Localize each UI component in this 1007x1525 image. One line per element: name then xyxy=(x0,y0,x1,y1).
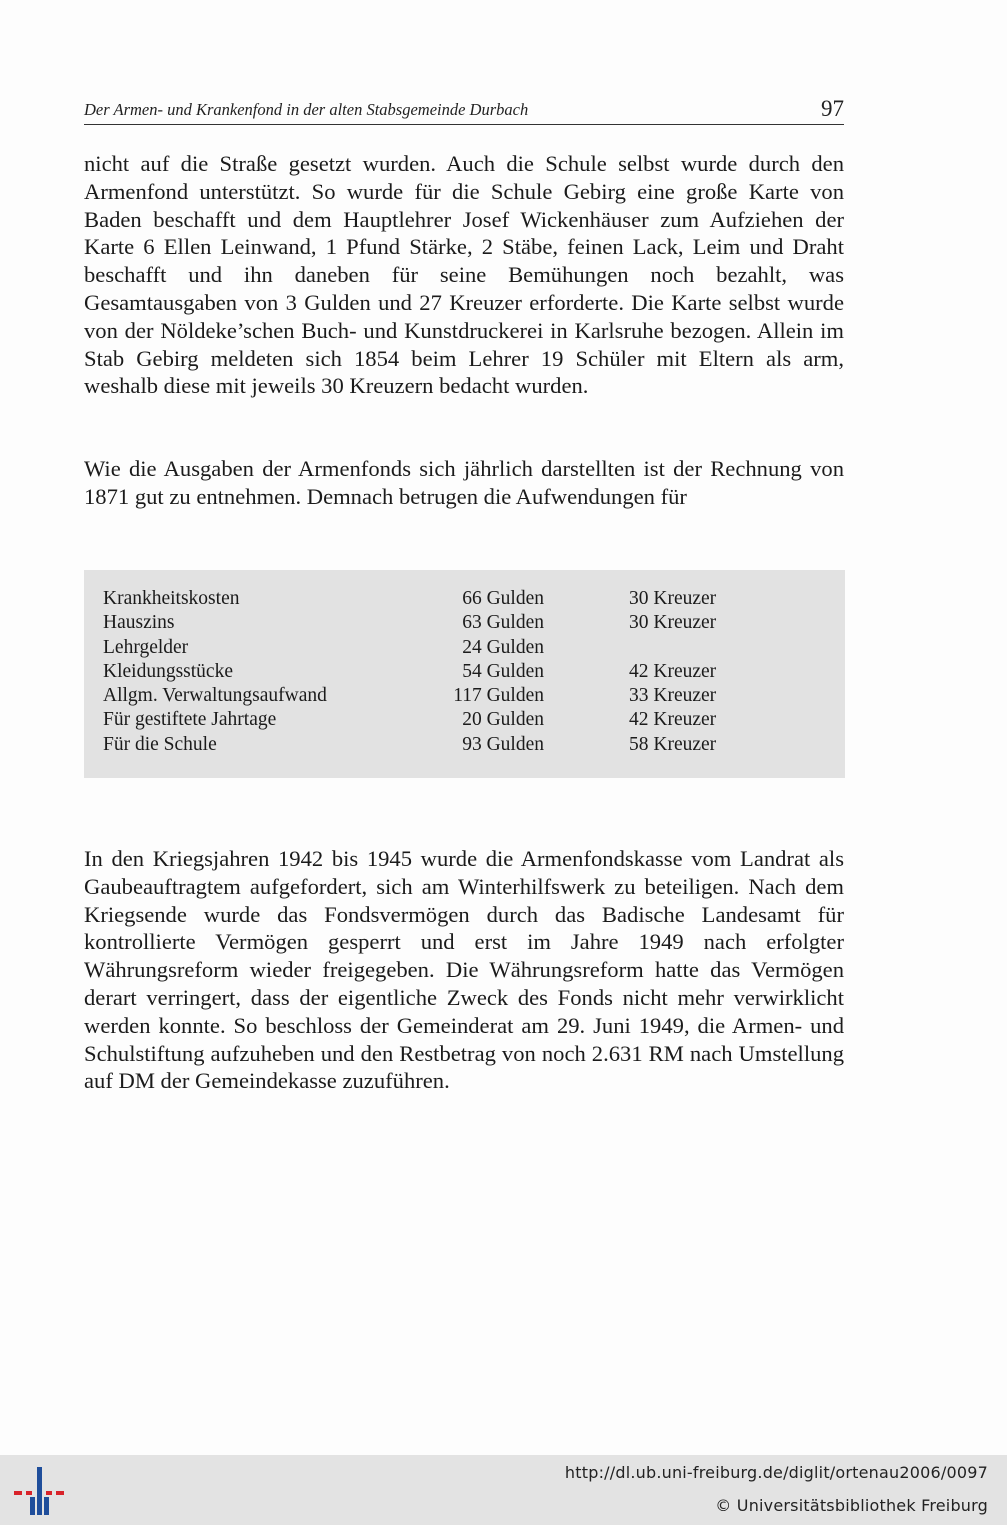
table-row xyxy=(103,733,724,757)
gulden-amount: 117 Gulden xyxy=(453,685,544,707)
body-paragraph: In den Kriegsjahren 1942 bis 1945 wurde die Armenfondskasse vom Landrat als Gaubeauftragtem aufgefordert, sich am Winterhilfswerk zu beteiligen. Nach dem Kriegsende wurde das Fondsvermögen durch das Badische Landesamt für kontrollierte Vermögen gesperrt und erst im Jahre 1949 nach erfolgter Währungsreform wieder freigegeben. Die Währungsreform hatte das Vermögen derart verringert, dass der eigentliche Zweck des Fonds nicht mehr verwirklicht werden konnte. So beschloss der Gemeinderat am 29. Juni 1949, die Armen- und Schulstiftung aufzuheben und den Restbetrag von noch 2.631 RM nach Umstellung auf DM der Gemeindekasse zuzuführen. xyxy=(84,846,844,1094)
kreuzer-amount: 42 Kreuzer xyxy=(629,660,717,682)
gulden-amount: 93 Gulden xyxy=(462,733,544,755)
table-row xyxy=(103,636,724,660)
gulden-amount: 63 Gulden xyxy=(462,612,544,634)
table-row xyxy=(103,587,724,611)
kreuzer-amount: 30 Kreuzer xyxy=(629,588,717,609)
copyright-notice: © Universitätsbibliothek Freiburg xyxy=(715,1496,988,1515)
expense-item: Allgm. Verwaltungsaufwand xyxy=(103,685,327,707)
kreuzer-amount: 58 Kreuzer xyxy=(629,733,717,755)
gulden-amount: 24 Gulden xyxy=(462,636,544,658)
table-row xyxy=(103,660,724,684)
library-logo-icon xyxy=(14,1465,64,1517)
kreuzer-amount: 33 Kreuzer xyxy=(629,685,717,707)
expense-table xyxy=(84,570,845,778)
footer-bar xyxy=(0,1455,1007,1525)
expense-item: Lehrgelder xyxy=(103,636,189,658)
expense-item: Hauszins xyxy=(103,612,175,634)
kreuzer-amount: 42 Kreuzer xyxy=(629,709,717,731)
running-header xyxy=(84,96,844,125)
body-paragraph: Wie die Ausgaben der Armenfonds sich jährlich darstellten ist der Rechnung von 1871 gut zu entnehmen. Demnach betrugen die Aufwendungen für xyxy=(84,456,844,509)
gulden-amount: 54 Gulden xyxy=(462,660,544,682)
source-url-link[interactable]: http://dl.ub.uni-freiburg.de/diglit/ortenau2006/0097 xyxy=(564,1463,988,1482)
table-row xyxy=(103,708,724,732)
page-number: 97 xyxy=(821,96,844,121)
gulden-amount: 20 Gulden xyxy=(462,709,544,731)
table-row xyxy=(103,684,724,708)
kreuzer-amount xyxy=(629,636,724,660)
expense-item: Für die Schule xyxy=(103,733,217,755)
table-row xyxy=(103,611,724,635)
gulden-amount: 66 Gulden xyxy=(462,588,544,609)
kreuzer-amount: 30 Kreuzer xyxy=(629,612,717,634)
running-title: Der Armen- und Krankenfond in der alten Stabsgemeinde Durbach xyxy=(84,100,529,119)
expense-item: Kleidungsstücke xyxy=(103,660,233,682)
expense-table-grid xyxy=(103,587,724,757)
expense-item: Für gestiftete Jahrtage xyxy=(103,709,277,731)
body-paragraph: nicht auf die Straße gesetzt wurden. Auch die Schule selbst wurde durch den Armenfond unterstützt. So wurde für die Schule Gebirg eine große Karte von Baden beschafft und dem Hauptlehrer Josef Wickenhäuser zum Aufziehen der Karte 6 Ellen Leinwand, 1 Pfund Stärke, 2 Stäbe, feinen Lack, Leim und Draht beschafft und ihn daneben für seine Bemühungen noch bezahlt, was Gesamtausgaben von 3 Gulden und 27 Kreuzer erforderte. Die Karte selbst wurde von der Nöldeke’schen Buch- und Kunstdruckerei in Karlsruhe bezogen. Allein im Stab Gebirg meldeten sich 1854 beim Lehrer 19 Schüler mit Eltern als arm, weshalb diese mit jeweils 30 Kreuzern bedacht wurden. xyxy=(84,151,844,399)
expense-item: Krankheitskosten xyxy=(103,588,240,609)
